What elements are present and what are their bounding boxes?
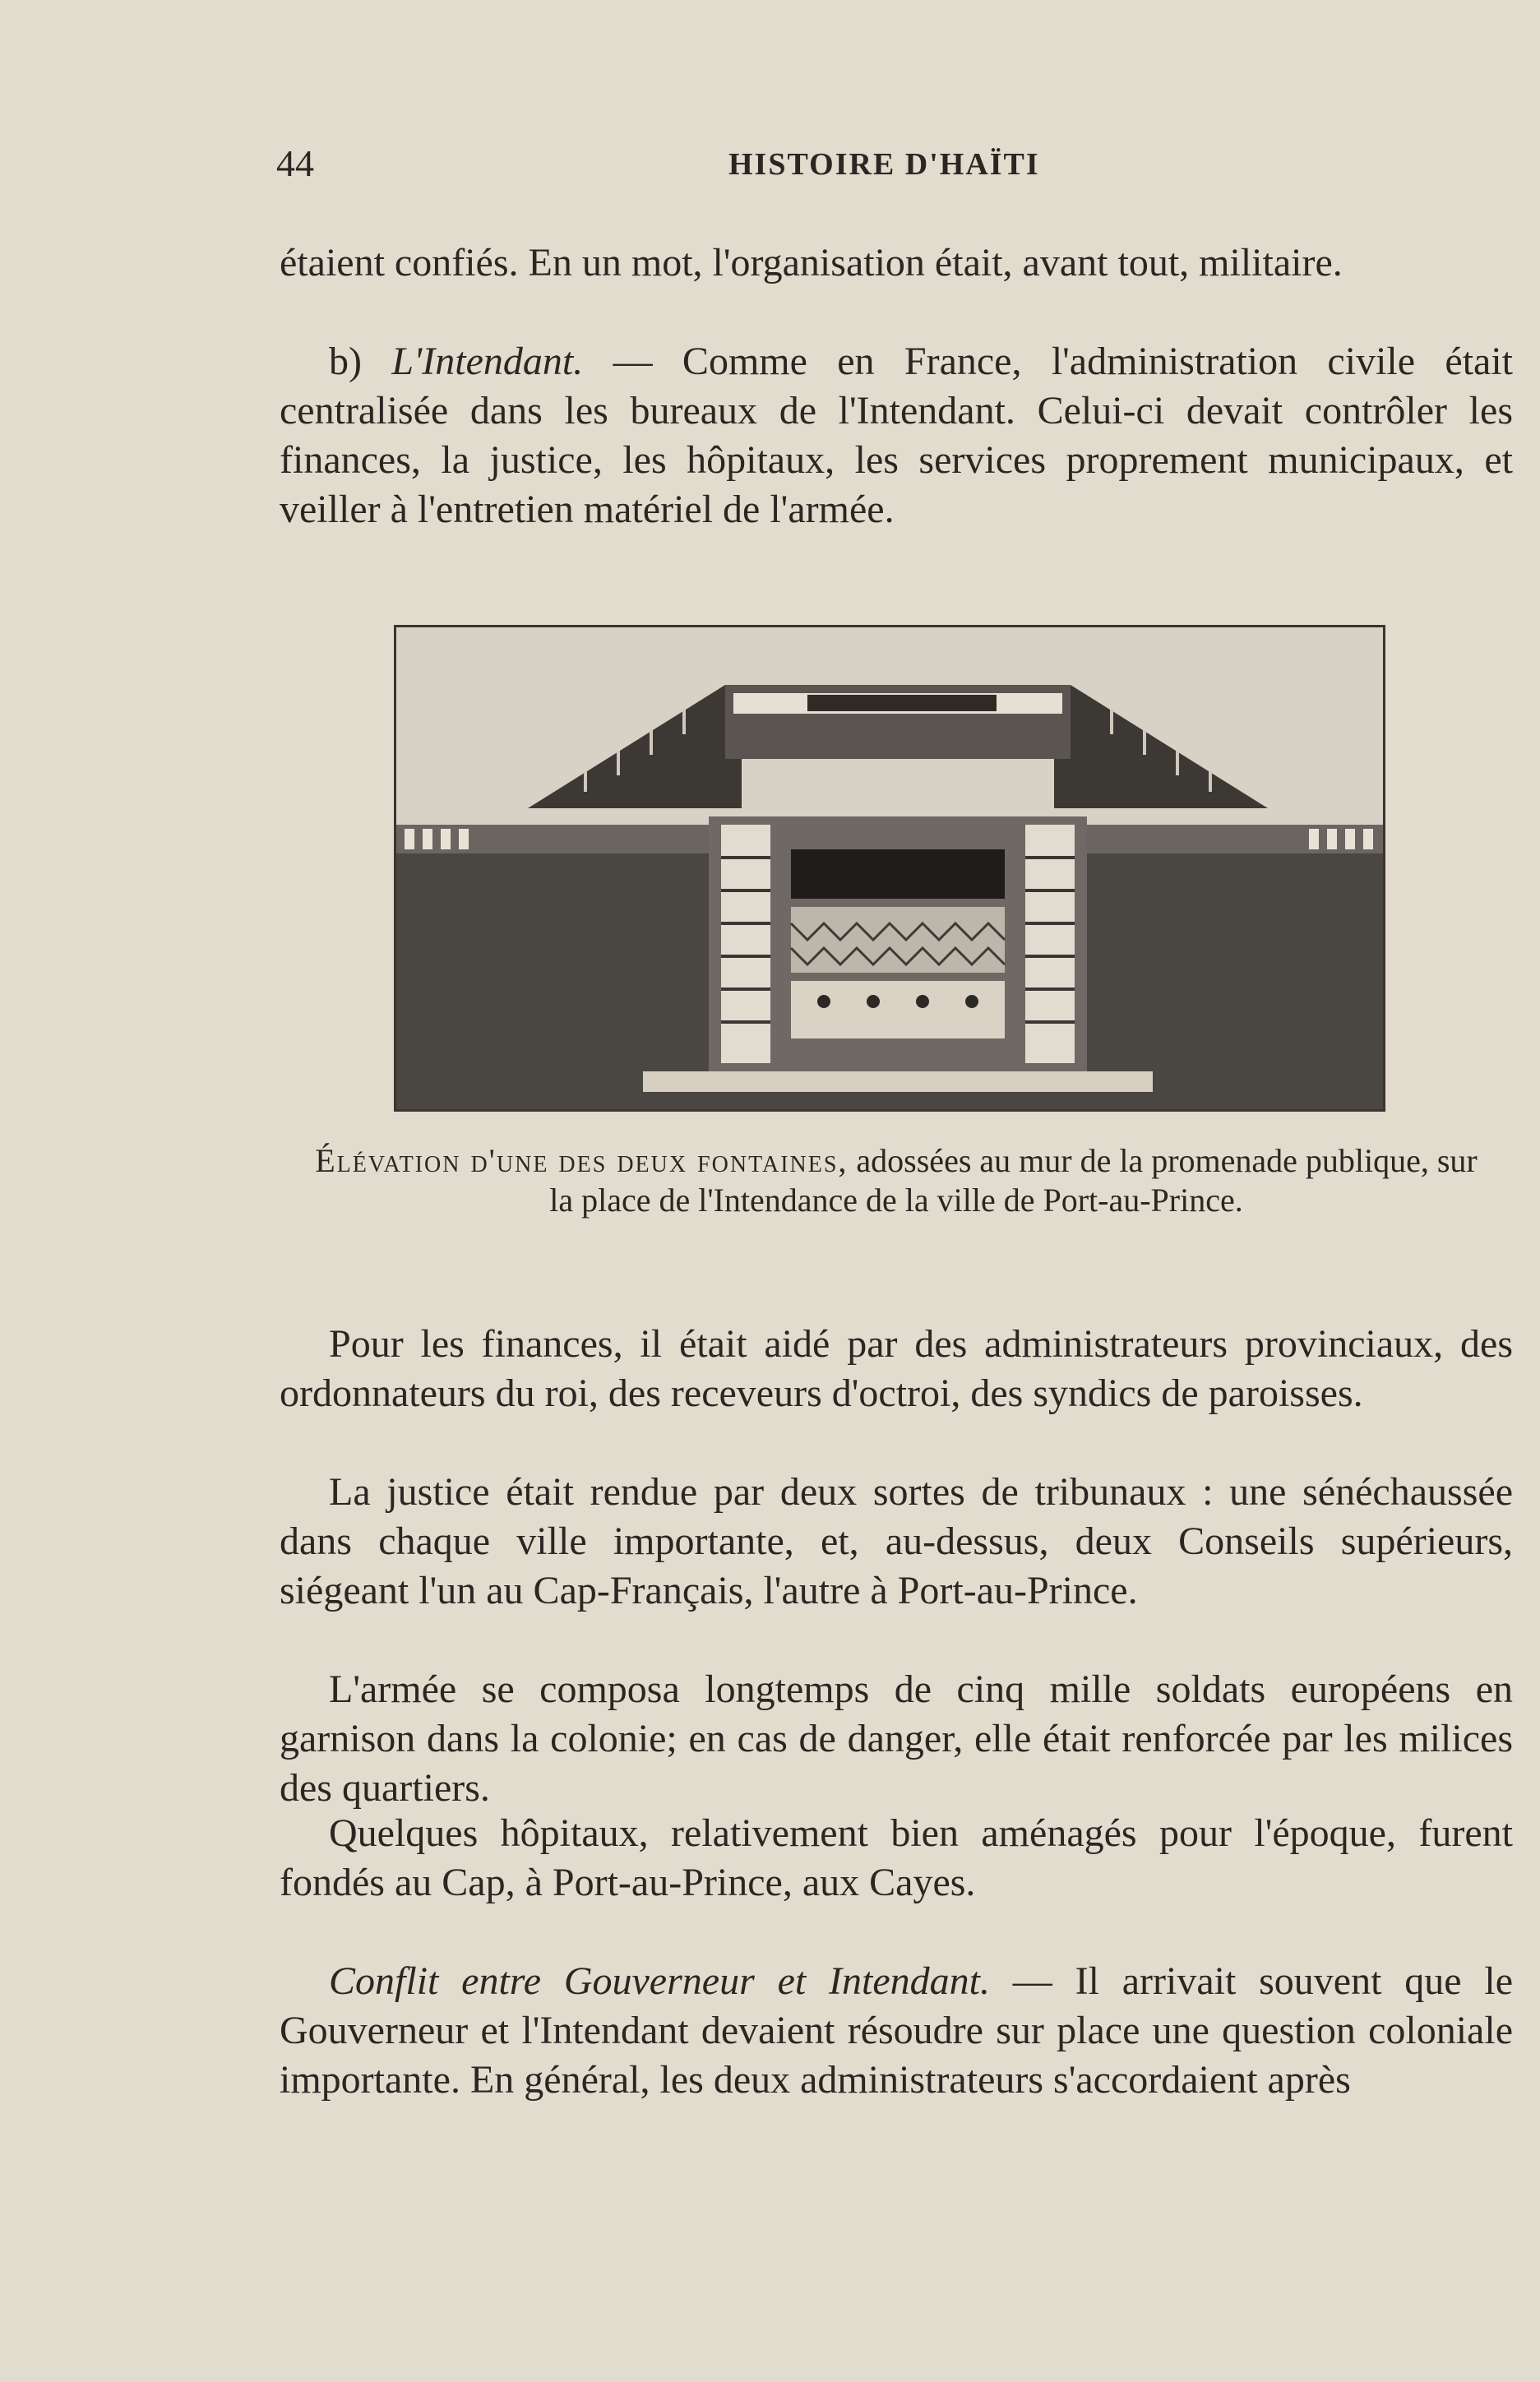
figure-caption <box>312 1141 1480 1220</box>
paragraph-text: — Il arrivait souvent que le Gouverneur et l'Intendant devaient résoudre sur place une question coloniale importante. En général, les deux administrateurs s'accordaient après <box>280 1959 1514 2102</box>
page-header <box>276 141 1510 191</box>
caption-title: Élévation d'une des deux fontaines, <box>315 1142 849 1179</box>
fountain-engraving <box>396 627 1383 1109</box>
paragraph-intendant <box>280 337 1513 534</box>
paragraph-finances: Pour les finances, il était aidé par des administrateurs provinciaux, des ordonnateurs du roi, des receveurs d'octroi, des syndics de paroisses. <box>280 1322 1513 1415</box>
running-title: HISTOIRE D'HAÏTI <box>728 147 1040 182</box>
paragraph-text: — Comme en France, l'administration civile était centralisée dans les bureaux de l'Intendant. Celui-ci devait contrôler les finances, la justice, les hôpitaux, les services proprement municipaux, et veiller à l'entretien matériel de l'armée. <box>280 340 1513 531</box>
paragraph-hospitals: Quelques hôpitaux, relativement bien aménagés pour l'époque, furent fondés au Cap, à Port-au-Prince, aux Cayes. <box>280 1811 1513 1904</box>
paragraph-conflict <box>280 1957 1513 2105</box>
section-heading-conflict: Conflit entre Gouverneur et Intendant. <box>329 1959 990 2003</box>
section-heading-intendant: L'Intendant. <box>391 340 584 383</box>
paragraph-justice: La justice était rendue par deux sortes de tribunaux : une sénéchaussée dans chaque ville importante, et, au-dessus, deux Conseils supérieurs, siégeant l'un au Cap-Français, l'autre à Port-au-Prince. <box>280 1470 1513 1612</box>
page-number: 44 <box>276 142 314 184</box>
paragraph-intro: étaient confiés. En un mot, l'organisation était, avant tout, militaire. <box>280 241 1343 284</box>
fountain-illustration <box>394 625 1385 1112</box>
paragraph-army: L'armée se composa longtemps de cinq mille soldats européens en garnison dans la colonie; en cas de danger, elle était renforcée par les milices des quartiers. <box>280 1667 1513 1810</box>
list-marker: b) <box>329 340 392 383</box>
caption-text: adossées au mur de la promenade publique, sur la place de l'Intendance de la ville de Port-au-Prince. <box>549 1142 1478 1219</box>
